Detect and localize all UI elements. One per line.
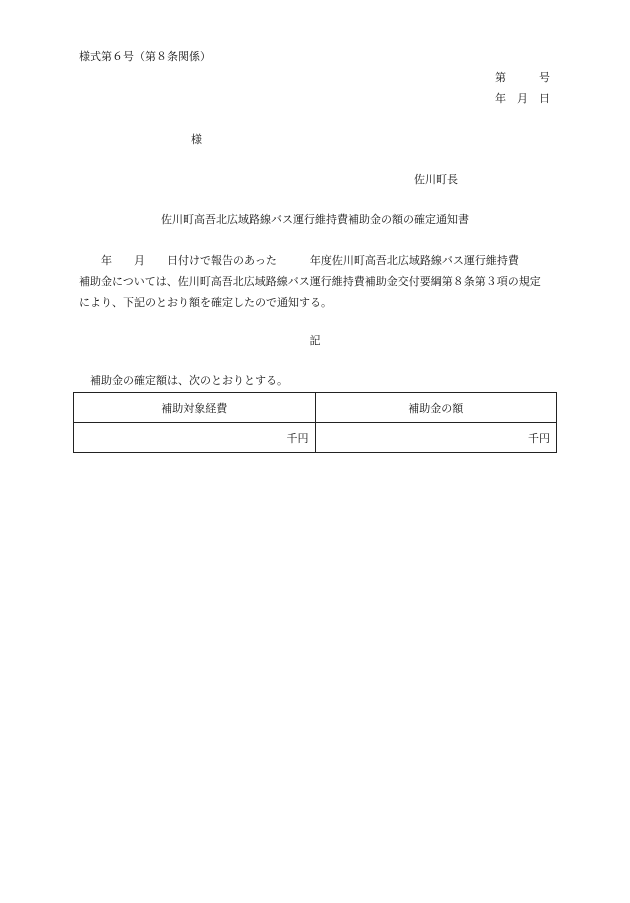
form-label: 様式第６号（第８条関係） [79, 50, 211, 63]
amount-table [73, 392, 557, 453]
cell-subsidy-target-cost: 千円 [74, 423, 316, 453]
table-row [74, 423, 557, 453]
sender: 佐川町長 [414, 173, 458, 186]
cell-subsidy-amount: 千円 [315, 423, 557, 453]
body-paragraph [79, 250, 554, 313]
header-subsidy-target-cost: 補助対象経費 [74, 393, 316, 423]
body-line: 補助金については、佐川町高吾北広域路線バス運行維持費補助金交付要綱第８条第３項の規定 [79, 275, 541, 288]
table-header-row [74, 393, 557, 423]
ki-heading: 記 [309, 334, 321, 347]
document-number: 第 号 [495, 71, 550, 84]
document-date: 年 月 日 [495, 92, 550, 105]
table-intro: 補助金の確定額は、次のとおりとする。 [90, 374, 288, 387]
body-line: 年 月 日付けで報告のあった 年度佐川町高吾北広域路線バス運行維持費 [79, 254, 519, 267]
document-title: 佐川町高吾北広域路線バス運行維持費補助金の額の確定通知書 [161, 213, 469, 226]
recipient-suffix: 様 [191, 133, 202, 146]
header-subsidy-amount: 補助金の額 [315, 393, 557, 423]
body-line: により、下記のとおり額を確定したので通知する。 [79, 296, 332, 309]
